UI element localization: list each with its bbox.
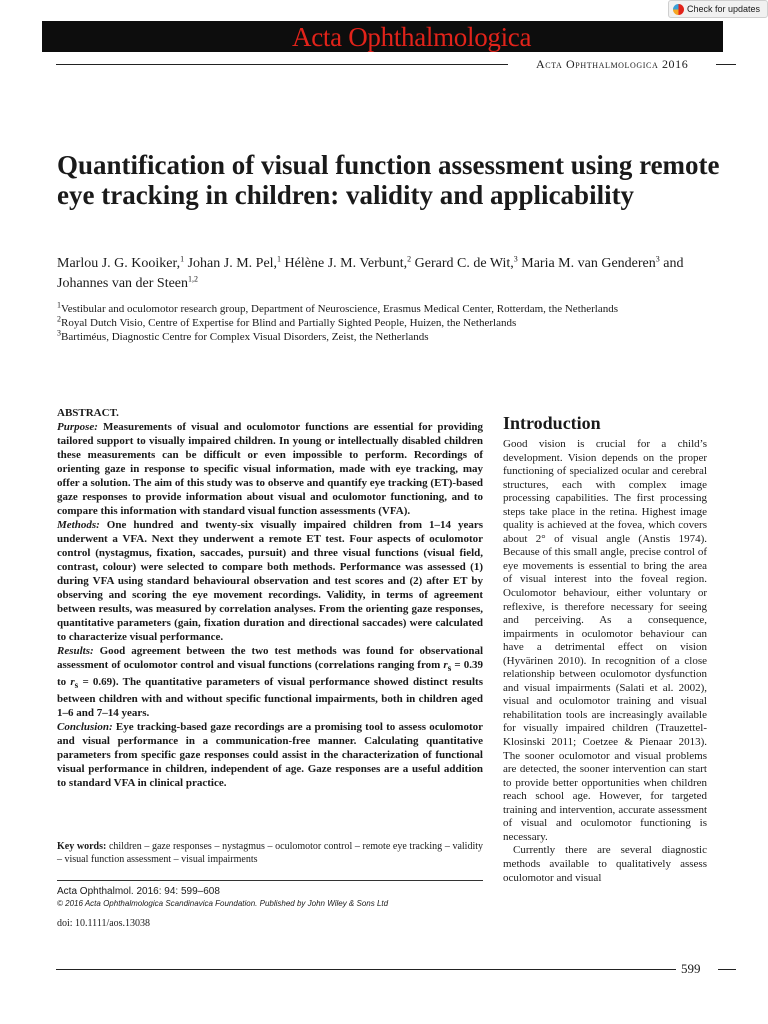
author-name: Gerard C. de Wit, [414,256,514,271]
results-text-a: Good agreement between the two test methods was found for observational assessment of oculomotor control and visual functions (correlations ranging from [57,645,483,671]
affiliation-line [57,302,727,316]
results-label: Results: [57,645,94,657]
affiliation-number: 1 [57,300,61,310]
introduction-paragraph: Currently there are several diagnostic methods available to qualitatively assess oculomotor and visual [503,844,707,884]
abstract [57,406,483,790]
affiliation-text: Bartiméus, Diagnostic Centre for Complex Visual Disorders, Zeist, the Netherlands [61,331,429,343]
introduction-heading: Introduction [503,413,601,433]
rs-symbol: r [443,659,448,671]
header-rule-right [716,64,736,65]
footer-rule-left [56,969,676,970]
author-name: and Johannes van der Steen [57,256,684,291]
author-name: Marlou J. G. Kooiker, [57,256,181,271]
affiliation-line [57,330,727,344]
author-affiliation-marker: 3 [513,254,518,264]
crossmark-icon [673,4,684,15]
page-number: 599 [681,961,701,976]
doi-link[interactable]: doi: 10.1111/aos.13038 [57,918,151,929]
affiliation-text: Royal Dutch Visio, Centre of Expertise for Blind and Partially Sighted People, Huizen, the Netherlands [61,317,517,329]
abstract-heading: ABSTRACT. [57,407,119,419]
rs-low-value: = 0.39 to [57,659,483,689]
affiliation-number: 2 [57,314,61,324]
author-affiliation-marker: 1 [277,254,282,264]
methods-label: Methods: [57,519,100,531]
conclusion-text: Eye tracking-based gaze recordings are a promising tool to assess oculomotor and visual performance in a communication-free manner. Calculating quantitative parameters from specific gaze responses could assist in the characterization of functional visual performance in children, independent of age. Gaze responses are a useful addition to standard VFA in clinical practice. [57,721,483,790]
journal-name: Acta Ophthalmologica [292,22,532,52]
affiliation-line [57,316,727,330]
author-affiliation-marker: 2 [407,254,412,264]
check-for-updates-button[interactable] [668,0,768,18]
journal-banner [42,21,723,52]
author-name: Johan J. M. Pel, [187,256,278,271]
conclusion-label: Conclusion: [57,721,113,734]
introduction-paragraph: Good vision is crucial for a child’s development. Vision depends on the proper functioning of specialized ocular and cerebral structures, each with complex image processing capabilities. The first processing steps take place in the retina. Highest image quality is achieved at the fovea, which covers about 2° of visual angle (Anstis 1974). Because of this small angle, precise control of eye movements is essential to bring the area of visual interest into the foveal region. Oculomotor behaviour, either voluntary or reflexive, is therefore necessary for seeing and perceiving. As a consequence, impairments in oculomotor behaviour can have a detrimental effect on vision (Hyvärinen 2010). In recognition of a close relationship between oculomotor dysfunction and visual impairments (Salati et al. 2002), visual and oculomotor training and visual rehabilitation tools are increasingly available for visually impaired children (Trauzettel-Klosinski 2011; Coetzee & Pienaar 2013). The sooner oculomotor and visual problems are detected, the sooner intervention can start to provide better opportunities when children reach school age. However, for targeted training and intervention, accurate assessment of visual and oculomotor functioning is necessary. [503,438,707,843]
author-affiliation-marker: 3 [655,254,660,264]
page-footer [56,962,736,976]
author-name: Maria M. van Genderen [521,256,656,271]
article-title: Quantification of visual function assessment using remote eye tracking in children: validity and applicability [57,150,720,210]
citation-footer [57,880,483,929]
author-list [57,254,727,294]
header-rule-left [56,64,508,65]
results-text-b: The quantitative parameters of visual performance showed distinct results between children with and without specific functional impairments, both in children aged 1–6 and 7–14 years. [57,676,483,720]
running-head-text: Acta Ophthalmologica 2016 [536,57,689,71]
copyright-text: © 2016 Acta Ophthalmologica Scandinavica Foundation. Published by John Wiley & Sons Ltd [57,899,389,908]
citation-text: Acta Ophthalmol. 2016: 94: 599–608 [57,886,220,897]
rs-symbol: r [70,676,75,689]
methods-text: One hundred and twenty-six visually impaired children from 1–14 years underwent a VFA. Next they underwent a remote ET test. Four aspects of oculomotor control (nystagmus, fixation, saccades, pursuit) and three visual functions (visual field, contrast, colour) were selected to compare both methods. Performance was assessed (1) during VFA using standard behavioural observation and test scores and (2) after ET by observing and scoring the eye movement recordings. Validity, in terms of agreement between results, was measured by correlation analyses. From the orienting gaze responses, quantitative parameters (gain, fixation duration and directional saccades) were calculated to characterize visual performance. [57,519,484,643]
footer-rule-right [718,969,736,970]
author-affiliation-marker: 1,2 [188,274,199,284]
affiliation-list [57,302,727,344]
rs-subscript: s [74,680,79,691]
author-affiliation-marker: 1 [180,254,185,264]
affiliation-number: 3 [57,328,61,338]
rs-subscript: s [447,663,452,674]
purpose-text: Measurements of visual and oculomotor functions are essential for providing tailored support to visually impaired children. In young or intellectually disabled children these measurements can be difficult or even impossible to perform. Recordings of orienting gaze in response to specific visual information, made with eye tracking, may offer a solution. The aim of this study was to observe and quantify eye tracking (ET)-based gaze responses to provide information about visual and oculomotor functioning, and to compare this information with standard visual function assessments (VFA). [57,421,483,517]
keywords-label: Key words: [57,841,107,852]
running-head [56,57,736,71]
author-name: Hélène J. M. Verbunt, [284,256,408,271]
check-for-updates-label: Check for updates [687,4,761,14]
introduction-body [503,438,707,885]
affiliation-text: Vestibular and oculomotor research group, Department of Neuroscience, Erasmus Medical Center, Rotterdam, the Netherlands [61,303,619,315]
purpose-label: Purpose: [57,421,98,433]
keywords [57,840,483,866]
keywords-text: children – gaze responses – nystagmus – oculomotor control – remote eye tracking – validity – visual function assessment – visual impairments [57,841,484,865]
rs-high-value: = 0.69). [78,676,119,689]
